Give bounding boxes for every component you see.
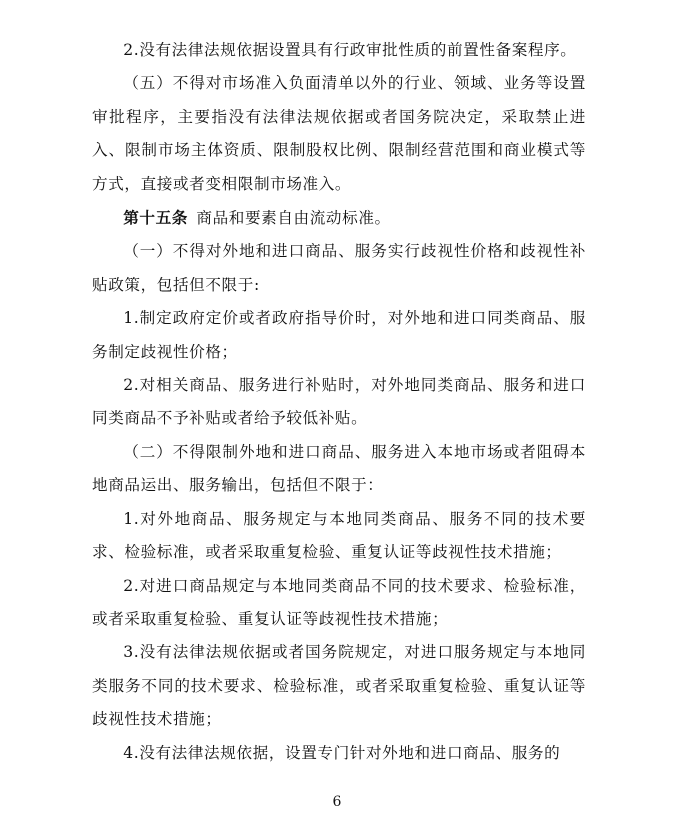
paragraph-item-1a: 1.制定政府定价或者政府指导价时，对外地和进口同类商品、服务制定歧视性价格； [92, 309, 586, 361]
paragraph-item-3b: 3.没有法律法规依据或者国务院规定，对进口服务规定与本地同类服务不同的技术要求、检验标准，或者采取重复检验、重复认证等歧视性技术措施； [92, 643, 586, 729]
paragraph-section-5: （五）不得对市场准入负面清单以外的行业、领域、业务等设置审批程序，主要指没有法律法规依据或者国务院决定，采取禁止进入、限制市场主体资质、限制股权比例、限制经营范围和商业模式等方式，直接或者变相限制市场准入。 [92, 74, 586, 193]
article-title: 商品和要素自由流动标准。 [196, 209, 391, 228]
paragraph-item-4b: 4.没有法律法规依据，设置专门针对外地和进口商品、服务的 [123, 743, 561, 762]
paragraph-section-2: （二）不得限制外地和进口商品、服务进入本地市场或者阻碍本地商品运出、服务输出，包括但不限于： [92, 442, 586, 495]
paragraph-article-15 [92, 201, 586, 235]
page-number: 6 [332, 794, 342, 810]
paragraph-item-2a: 2.对相关商品、服务进行补贴时，对外地同类商品、服务和进口同类商品不予补贴或者给予较低补贴。 [92, 376, 586, 428]
paragraph-item-1b: 1.对外地商品、服务规定与本地同类商品、服务不同的技术要求、检验标准，或者采取重复检验、重复认证等歧视性技术措施； [92, 509, 586, 562]
paragraph-section-1: （一）不得对外地和进口商品、服务实行歧视性价格和歧视性补贴政策，包括但不限于: [92, 242, 586, 294]
article-heading: 第十五条 [123, 208, 188, 228]
body-text [92, 34, 586, 770]
paragraph-item-2: 2.没有法律法规依据设置具有行政审批性质的前置性备案程序。 [123, 41, 577, 59]
paragraph-item-2b: 2.对进口商品规定与本地同类商品不同的技术要求、检验标准，或者采取重复检验、重复认证等歧视性技术措施； [92, 576, 586, 628]
